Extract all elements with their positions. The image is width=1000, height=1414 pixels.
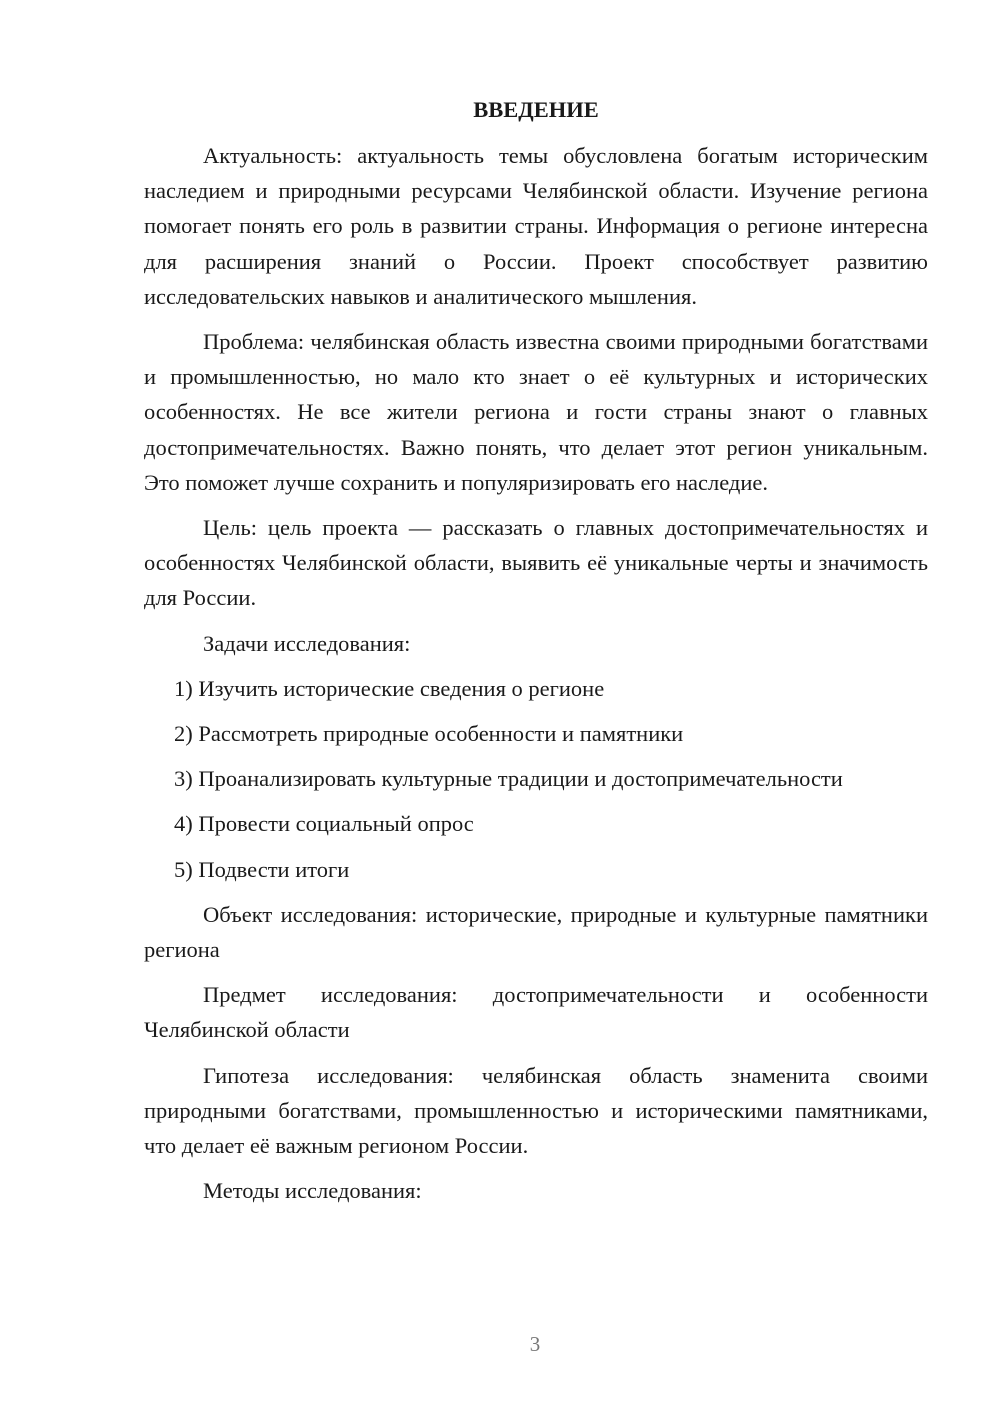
task-item: 4) Провести социальный опрос xyxy=(174,811,474,837)
subject-paragraph: Предмет исследования: достопримечательности и особенности Челябинской области xyxy=(144,982,928,1043)
page-content xyxy=(144,94,928,1208)
hypothesis-paragraph: Гипотеза исследования: челябинская область знаменита своими природными богатствами, промышленностью и историческими памятниками, что делает её важным регионом России. xyxy=(144,1062,928,1159)
task-item: 3) Проанализировать культурные традиции и достопримечательности xyxy=(174,766,843,792)
task-item: 2) Рассмотреть природные особенности и памятники xyxy=(174,721,684,747)
object-paragraph: Объект исследования: исторические, природные и культурные памятники региона xyxy=(144,901,928,963)
methods-heading: Методы исследования: xyxy=(203,1178,422,1204)
task-item: 1) Изучить исторические сведения о регионе xyxy=(174,675,605,701)
relevance-paragraph: Актуальность: актуальность темы обусловлена богатым историческим наследием и природными ресурсами Челябинской области. Изучение региона помогает понять его роль в развитии страны. Информация о регионе интересна для расширения знаний о России. Проект способствует развитию исследовательских навыков и аналитического мышления. xyxy=(144,143,928,309)
task-item: 5) Подвести итоги xyxy=(174,856,350,882)
section-title: ВВЕДЕНИЕ xyxy=(473,97,599,122)
goal-paragraph: Цель: цель проекта — рассказать о главных достопримечательностях и особенностях Челябинской области, выявить её уникальные черты и значимость для России. xyxy=(144,515,928,611)
problem-paragraph: Проблема: челябинская область известна своими природными богатствами и промышленностью, но мало кто знает о её культурных и исторических особенностях. Не все жители региона и гости страны знают о главных достопримечательностях. Важно понять, что делает этот регион уникальным. Это поможет лучше сохранить и популяризировать его наследие. xyxy=(144,329,928,495)
page-number: 3 xyxy=(529,1332,541,1356)
tasks-heading: Задачи исследования: xyxy=(203,630,411,656)
